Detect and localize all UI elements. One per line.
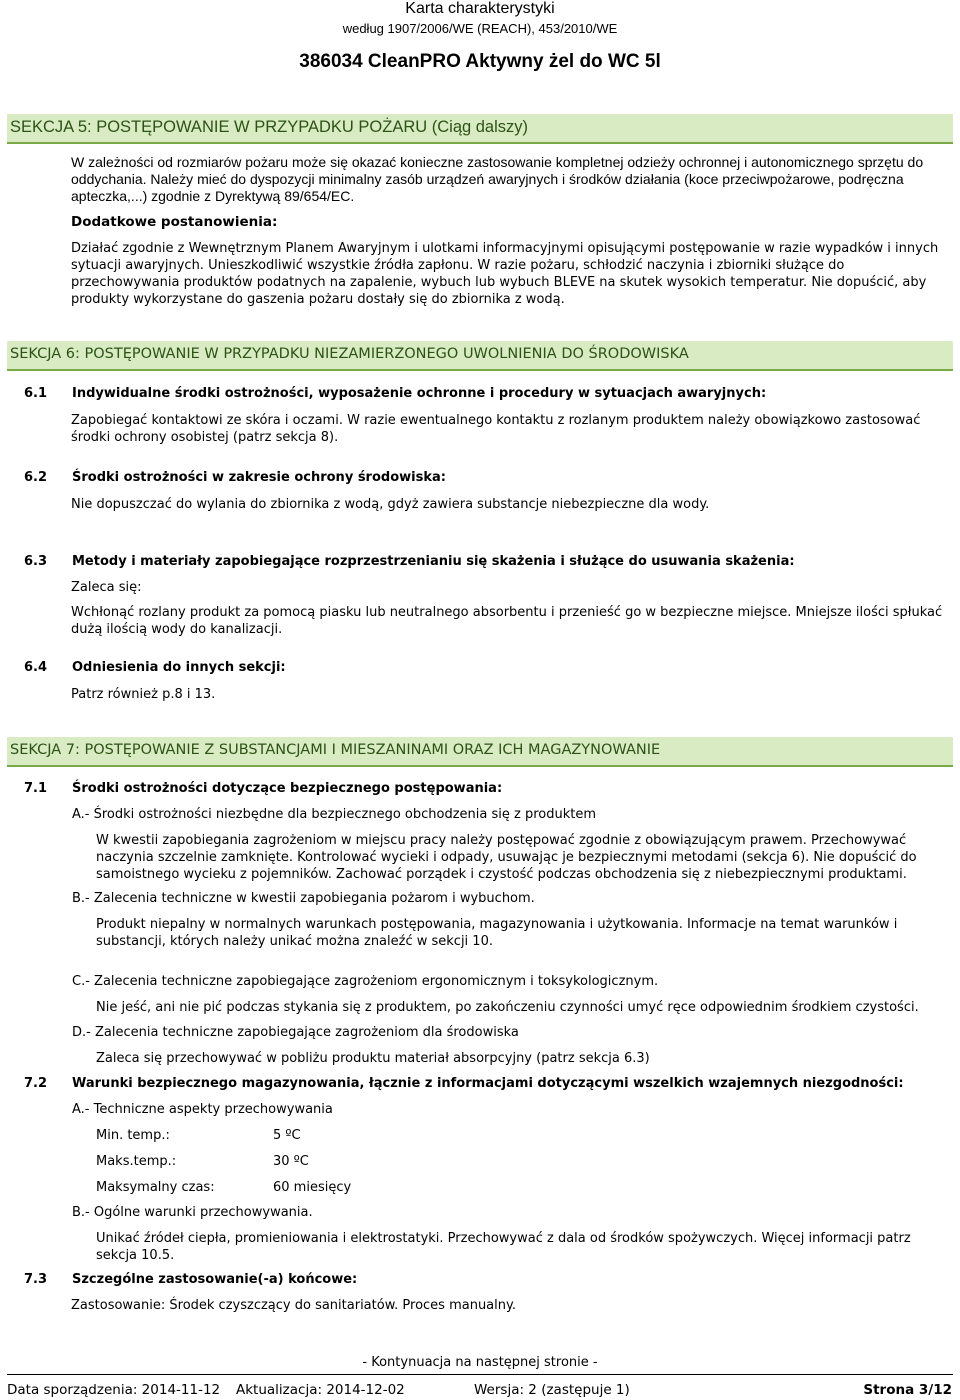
- footer-version: Wersja: 2 (zastępuje 1): [474, 1382, 630, 1398]
- section-7-heading: SEKCJA 7: POSTĘPOWANIE Z SUBSTANCJAMI I MIESZANINAMI ORAZ ICH MAGAZYNOWANIE: [7, 737, 953, 767]
- section-7-1-number: 7.1: [24, 781, 48, 796]
- product-name: 386034 CleanPRO Aktywny żel do WC 5l: [299, 51, 661, 72]
- section-6-1-title: Indywidualne środki ostrożności, wyposażenie ochronne i procedury w sytuacjach awaryjnych:: [72, 386, 767, 401]
- section-7-2-b-text: Unikać źródeł ciepła, promieniowania i elektrostatyki. Przechowywać z dala od środków spożywczych. Więcej informacji patrz sekcja 10.5.: [96, 1231, 911, 1263]
- section-7-1-b-label: B.- Zalecenia techniczne w kwestii zapobiegania pożarom i wybuchom.: [72, 891, 535, 906]
- footer-page-number: Strona 3/12: [863, 1382, 952, 1398]
- storage-row-value: 5 ºC: [273, 1128, 301, 1143]
- section-7-2-title: Warunki bezpiecznego magazynowania, łącznie z informacjami dotyczącymi wszelkich wzajemnych niezgodności:: [72, 1076, 904, 1091]
- section-7-3-text: Zastosowanie: Środek czyszczący do sanitariatów. Proces manualny.: [71, 1298, 516, 1313]
- section-6-1-number: 6.1: [24, 386, 48, 401]
- footer-creation-date: Data sporządzenia: 2014-11-12: [7, 1382, 221, 1398]
- storage-row-label: Min. temp.:: [96, 1128, 170, 1143]
- footer-update-date: Aktualizacja: 2014-12-02: [236, 1382, 405, 1398]
- section-7-2-number: 7.2: [24, 1076, 48, 1091]
- section-7-2-b-label: B.- Ogólne warunki przechowywania.: [72, 1205, 313, 1220]
- section-6-3-title: Metody i materiały zapobiegające rozprzestrzenianiu się skażenia i służące do usuwania skażenia:: [72, 554, 795, 569]
- section-7-3-title: Szczególne zastosowanie(-a) końcowe:: [72, 1272, 358, 1287]
- section-5-subheading: Dodatkowe postanowienia:: [71, 214, 278, 230]
- section-7-1-d-label: D.- Zalecenia techniczne zapobiegające zagrożeniom dla środowiska: [72, 1025, 519, 1040]
- storage-row-label: Maksymalny czas:: [96, 1180, 215, 1195]
- storage-row-label: Maks.temp.:: [96, 1154, 177, 1169]
- footer-divider: [7, 1374, 953, 1375]
- storage-row-value: 60 miesięcy: [273, 1180, 352, 1195]
- section-7-1-c-text: Nie jeść, ani nie pić podczas stykania się z produktem, po zakończeniu czynności umyć ręce odpowiednim środkiem czystości.: [96, 1000, 919, 1015]
- section-5-paragraph-1: W zależności od rozmiarów pożaru może się okazać konieczne zastosowanie kompletnej odzieży ochronnej i autonomicznego sprzętu do oddychania. Należy mieć do dyspozycji minimalny zasób urządzeń awaryjnych i środków działania (koce przeciwpożarowe, podręczna apteczka,...) zgodnie z Dyrektywą 89/654/EC.: [71, 154, 924, 204]
- section-6-4-number: 6.4: [24, 660, 48, 675]
- section-5-heading: SEKCJA 5: POSTĘPOWANIE W PRZYPADKU POŻARU (Ciąg dalszy): [7, 114, 953, 144]
- continuation-note: - Kontynuacja na następnej stronie -: [362, 1355, 598, 1370]
- section-7-2-a-label: A.- Techniczne aspekty przechowywania: [72, 1102, 333, 1117]
- section-6-1-text: Zapobiegać kontaktowi ze skóra i oczami. W razie ewentualnego kontaktu z rozlanym produktem należy obowiązkowo zastosować środki ochrony osobistej (patrz sekcja 8).: [71, 413, 921, 445]
- section-5-paragraph-2: Działać zgodnie z Wewnętrznym Planem Awaryjnym i ulotkami informacyjnymi opisującymi postępowanie w razie wypadków i innych sytuacji awaryjnych. Unieszkodliwić wszystkie źródła zapłonu. W razie pożaru, schłodzić naczynia i zbiorniki służące do przechowywania produktów podatnych na zapalenie, wybuch lub wybuch BLEVE na skutek wysokich temperatur. Nie dopuścić, aby produkty wykorzystane do gaszenia pożaru dostały się do zbiornika z wodą.: [71, 241, 939, 307]
- document-title: Karta charakterystyki: [405, 0, 555, 17]
- section-6-3-number: 6.3: [24, 554, 48, 569]
- section-7-1-d-text: Zaleca się przechowywać w pobliżu produktu materiał absorpcyjny (patrz sekcja 6.3): [96, 1051, 650, 1066]
- section-7-3-number: 7.3: [24, 1272, 48, 1287]
- section-7-1-title: Środki ostrożności dotyczące bezpiecznego postępowania:: [72, 781, 503, 796]
- regulation-reference: według 1907/2006/WE (REACH), 453/2010/WE: [342, 21, 618, 36]
- section-6-2-text: Nie dopuszczać do wylania do zbiornika z wodą, gdyż zawiera substancje niebezpieczne dla wody.: [71, 497, 710, 512]
- section-6-2-title: Środki ostrożności w zakresie ochrony środowiska:: [72, 470, 446, 485]
- section-7-1-a-label: A.- Środki ostrożności niezbędne dla bezpiecznego obchodzenia się z produktem: [72, 807, 596, 822]
- section-6-3-lead: Zaleca się:: [71, 580, 142, 595]
- section-7-1-a-text: W kwestii zapobiegania zagrożeniom w miejscu pracy należy postępować zgodnie z obowiązującym prawem. Przechowywać naczynia szczelnie zamknięte. Kontrolować wycieki i odpady, usuwając je bezpiecznymi metodami (sekcja 6). Nie dopuścić do samoistnego wycieku z pojemników. Zachować porządek i czystość podczas obchodzenia się z niebezpiecznymi produktami.: [96, 833, 917, 882]
- section-7-1-b-text: Produkt niepalny w normalnych warunkach postępowania, magazynowania i użytkowania. Informacje na temat warunków i substancji, których należy unikać można znaleźć w sekcji 10.: [96, 917, 898, 949]
- storage-row-value: 30 ºC: [273, 1154, 309, 1169]
- section-6-4-text: Patrz również p.8 i 13.: [71, 687, 216, 702]
- section-6-heading: SEKCJA 6: POSTĘPOWANIE W PRZYPADKU NIEZAMIERZONEGO UWOLNIENIA DO ŚRODOWISKA: [7, 341, 953, 371]
- section-6-2-number: 6.2: [24, 470, 48, 485]
- section-6-3-text: Wchłonąć rozlany produkt za pomocą piasku lub neutralnego absorbentu i przenieść go w bezpieczne miejsce. Mniejsze ilości spłukać dużą ilością wody do kanalizacji.: [71, 605, 943, 637]
- section-7-1-c-label: C.- Zalecenia techniczne zapobiegające zagrożeniom ergonomicznym i toksykologicznym.: [72, 974, 659, 989]
- section-6-4-title: Odniesienia do innych sekcji:: [72, 660, 286, 675]
